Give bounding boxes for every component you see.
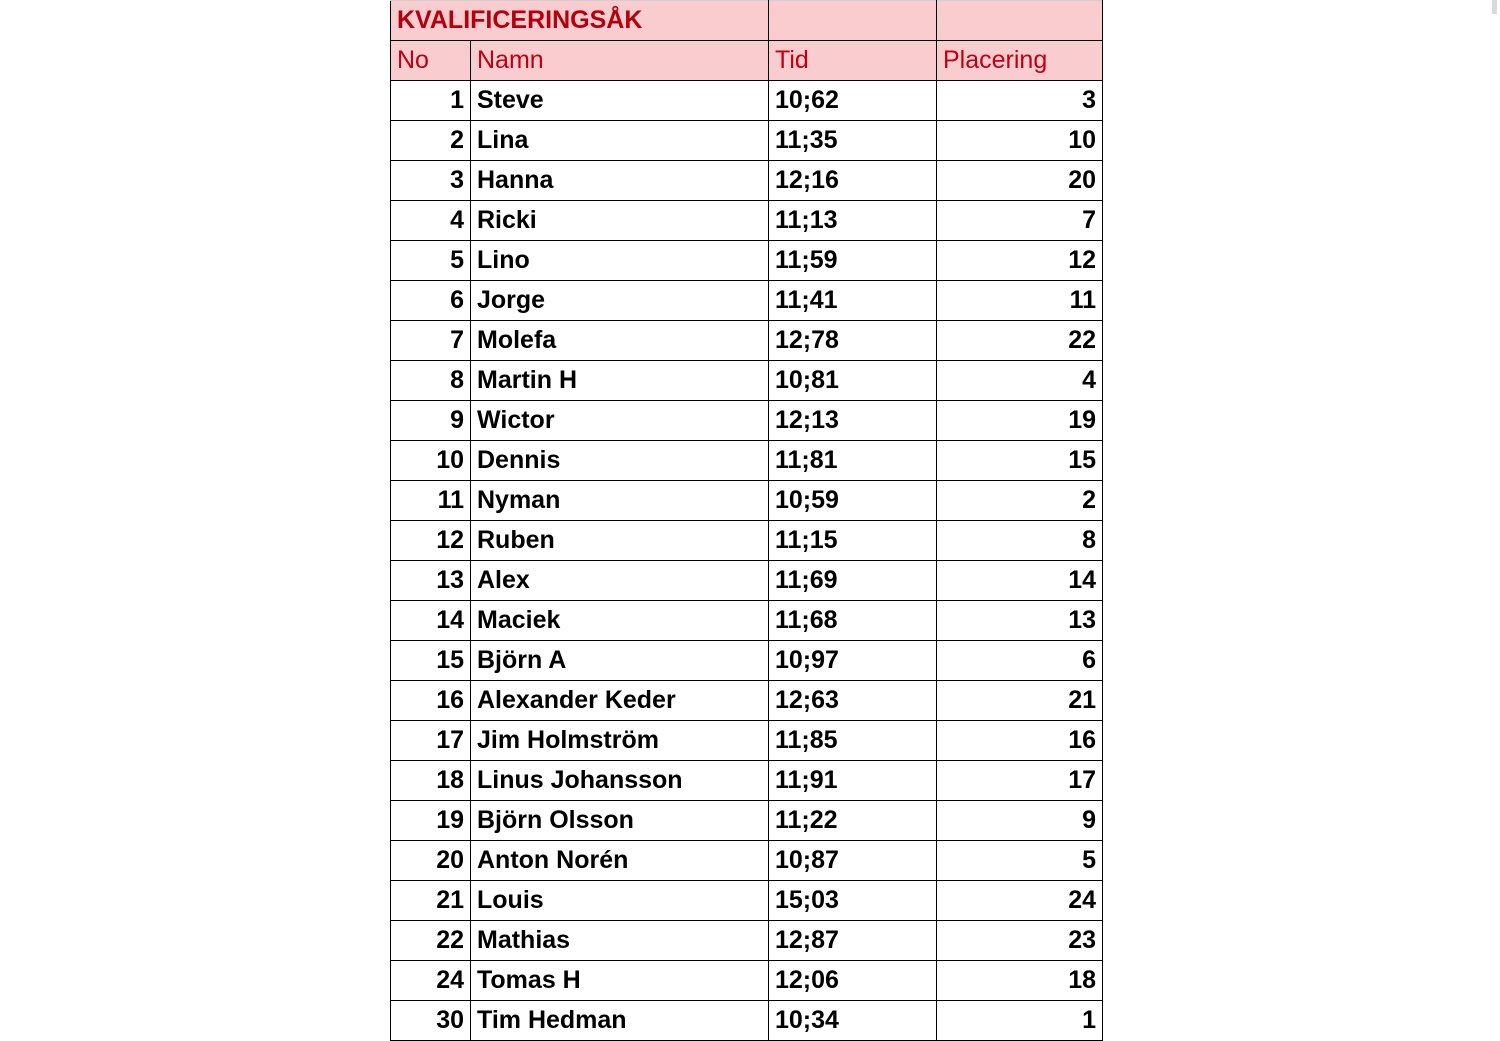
cell-namn: Martin H <box>471 361 769 401</box>
table-row <box>391 161 1103 201</box>
results-table <box>390 0 1103 1041</box>
cell-namn: Hanna <box>471 161 769 201</box>
cell-tid: 11;15 <box>769 521 937 561</box>
results-sheet <box>390 0 1102 1041</box>
cell-placering: 24 <box>937 881 1103 921</box>
cell-placering: 11 <box>937 281 1103 321</box>
cell-placering: 20 <box>937 161 1103 201</box>
cell-placering: 7 <box>937 201 1103 241</box>
cell-placering: 13 <box>937 601 1103 641</box>
cell-no: 5 <box>391 241 471 281</box>
cell-tid: 11;91 <box>769 761 937 801</box>
table-row <box>391 121 1103 161</box>
cell-namn: Ricki <box>471 201 769 241</box>
cell-no: 6 <box>391 281 471 321</box>
cell-no: 19 <box>391 801 471 841</box>
table-row <box>391 841 1103 881</box>
cell-placering: 18 <box>937 961 1103 1001</box>
cell-no: 20 <box>391 841 471 881</box>
cell-tid: 12;16 <box>769 161 937 201</box>
table-body <box>391 1 1103 1041</box>
table-row <box>391 961 1103 1001</box>
cell-tid: 10;59 <box>769 481 937 521</box>
cell-placering: 8 <box>937 521 1103 561</box>
cell-namn: Steve <box>471 81 769 121</box>
cell-no: 15 <box>391 641 471 681</box>
cell-no: 4 <box>391 201 471 241</box>
cell-placering: 23 <box>937 921 1103 961</box>
table-row <box>391 721 1103 761</box>
table-row <box>391 601 1103 641</box>
cell-namn: Lina <box>471 121 769 161</box>
cell-namn: Tim Hedman <box>471 1001 769 1041</box>
cell-placering: 3 <box>937 81 1103 121</box>
table-row <box>391 521 1103 561</box>
cell-tid: 11;81 <box>769 441 937 481</box>
cell-tid: 11;22 <box>769 801 937 841</box>
cell-namn: Louis <box>471 881 769 921</box>
cell-namn: Nyman <box>471 481 769 521</box>
sheet-edge-shadow <box>1492 0 1497 14</box>
cell-namn: Anton Norén <box>471 841 769 881</box>
table-row <box>391 681 1103 721</box>
cell-placering: 17 <box>937 761 1103 801</box>
cell-namn: Dennis <box>471 441 769 481</box>
table-row <box>391 441 1103 481</box>
cell-placering: 9 <box>937 801 1103 841</box>
table-row <box>391 201 1103 241</box>
cell-placering: 21 <box>937 681 1103 721</box>
cell-namn: Molefa <box>471 321 769 361</box>
cell-namn: Maciek <box>471 601 769 641</box>
cell-namn: Mathias <box>471 921 769 961</box>
table-row <box>391 881 1103 921</box>
cell-tid: 15;03 <box>769 881 937 921</box>
table-row <box>391 1001 1103 1041</box>
table-row <box>391 761 1103 801</box>
table-header-row <box>391 41 1103 81</box>
cell-namn: Linus Johansson <box>471 761 769 801</box>
column-header-no: No <box>391 41 471 81</box>
cell-tid: 12;87 <box>769 921 937 961</box>
cell-no: 12 <box>391 521 471 561</box>
cell-tid: 11;59 <box>769 241 937 281</box>
table-row <box>391 321 1103 361</box>
cell-tid: 10;87 <box>769 841 937 881</box>
cell-no: 16 <box>391 681 471 721</box>
cell-no: 2 <box>391 121 471 161</box>
column-header-placering: Placering <box>937 41 1103 81</box>
cell-namn: Alexander Keder <box>471 681 769 721</box>
cell-namn: Alex <box>471 561 769 601</box>
cell-no: 13 <box>391 561 471 601</box>
table-row <box>391 801 1103 841</box>
cell-placering: 10 <box>937 121 1103 161</box>
cell-namn: Jim Holmström <box>471 721 769 761</box>
cell-tid: 10;62 <box>769 81 937 121</box>
table-row <box>391 561 1103 601</box>
cell-no: 8 <box>391 361 471 401</box>
cell-namn: Lino <box>471 241 769 281</box>
cell-namn: Ruben <box>471 521 769 561</box>
table-row <box>391 241 1103 281</box>
cell-no: 7 <box>391 321 471 361</box>
cell-placering: 22 <box>937 321 1103 361</box>
cell-no: 11 <box>391 481 471 521</box>
table-row <box>391 481 1103 521</box>
table-row <box>391 81 1103 121</box>
column-header-namn: Namn <box>471 41 769 81</box>
cell-placering: 16 <box>937 721 1103 761</box>
cell-tid: 11;68 <box>769 601 937 641</box>
cell-no: 18 <box>391 761 471 801</box>
cell-no: 24 <box>391 961 471 1001</box>
sheet-title: KVALIFICERINGSÅK <box>391 1 769 41</box>
cell-tid: 10;97 <box>769 641 937 681</box>
cell-namn: Tomas H <box>471 961 769 1001</box>
cell-tid: 10;34 <box>769 1001 937 1041</box>
cell-placering: 15 <box>937 441 1103 481</box>
cell-no: 17 <box>391 721 471 761</box>
cell-tid: 12;13 <box>769 401 937 441</box>
cell-no: 21 <box>391 881 471 921</box>
cell-namn: Wictor <box>471 401 769 441</box>
cell-placering: 5 <box>937 841 1103 881</box>
cell-no: 10 <box>391 441 471 481</box>
cell-tid: 11;13 <box>769 201 937 241</box>
cell-placering: 14 <box>937 561 1103 601</box>
cell-no: 30 <box>391 1001 471 1041</box>
table-row <box>391 641 1103 681</box>
cell-no: 9 <box>391 401 471 441</box>
table-title-row <box>391 1 1103 41</box>
cell-placering: 2 <box>937 481 1103 521</box>
cell-no: 22 <box>391 921 471 961</box>
cell-tid: 12;06 <box>769 961 937 1001</box>
cell-no: 1 <box>391 81 471 121</box>
cell-tid: 11;85 <box>769 721 937 761</box>
cell-tid: 12;78 <box>769 321 937 361</box>
cell-tid: 12;63 <box>769 681 937 721</box>
column-header-tid: Tid <box>769 41 937 81</box>
cell-no: 3 <box>391 161 471 201</box>
title-blank-cell-1 <box>769 1 937 41</box>
cell-namn: Jorge <box>471 281 769 321</box>
table-row <box>391 401 1103 441</box>
cell-placering: 1 <box>937 1001 1103 1041</box>
cell-placering: 4 <box>937 361 1103 401</box>
table-row <box>391 921 1103 961</box>
cell-tid: 11;41 <box>769 281 937 321</box>
cell-placering: 19 <box>937 401 1103 441</box>
cell-placering: 6 <box>937 641 1103 681</box>
cell-no: 14 <box>391 601 471 641</box>
cell-placering: 12 <box>937 241 1103 281</box>
cell-tid: 10;81 <box>769 361 937 401</box>
cell-tid: 11;35 <box>769 121 937 161</box>
cell-tid: 11;69 <box>769 561 937 601</box>
table-row <box>391 281 1103 321</box>
title-blank-cell-2 <box>937 1 1103 41</box>
table-row <box>391 361 1103 401</box>
cell-namn: Björn Olsson <box>471 801 769 841</box>
cell-namn: Björn A <box>471 641 769 681</box>
